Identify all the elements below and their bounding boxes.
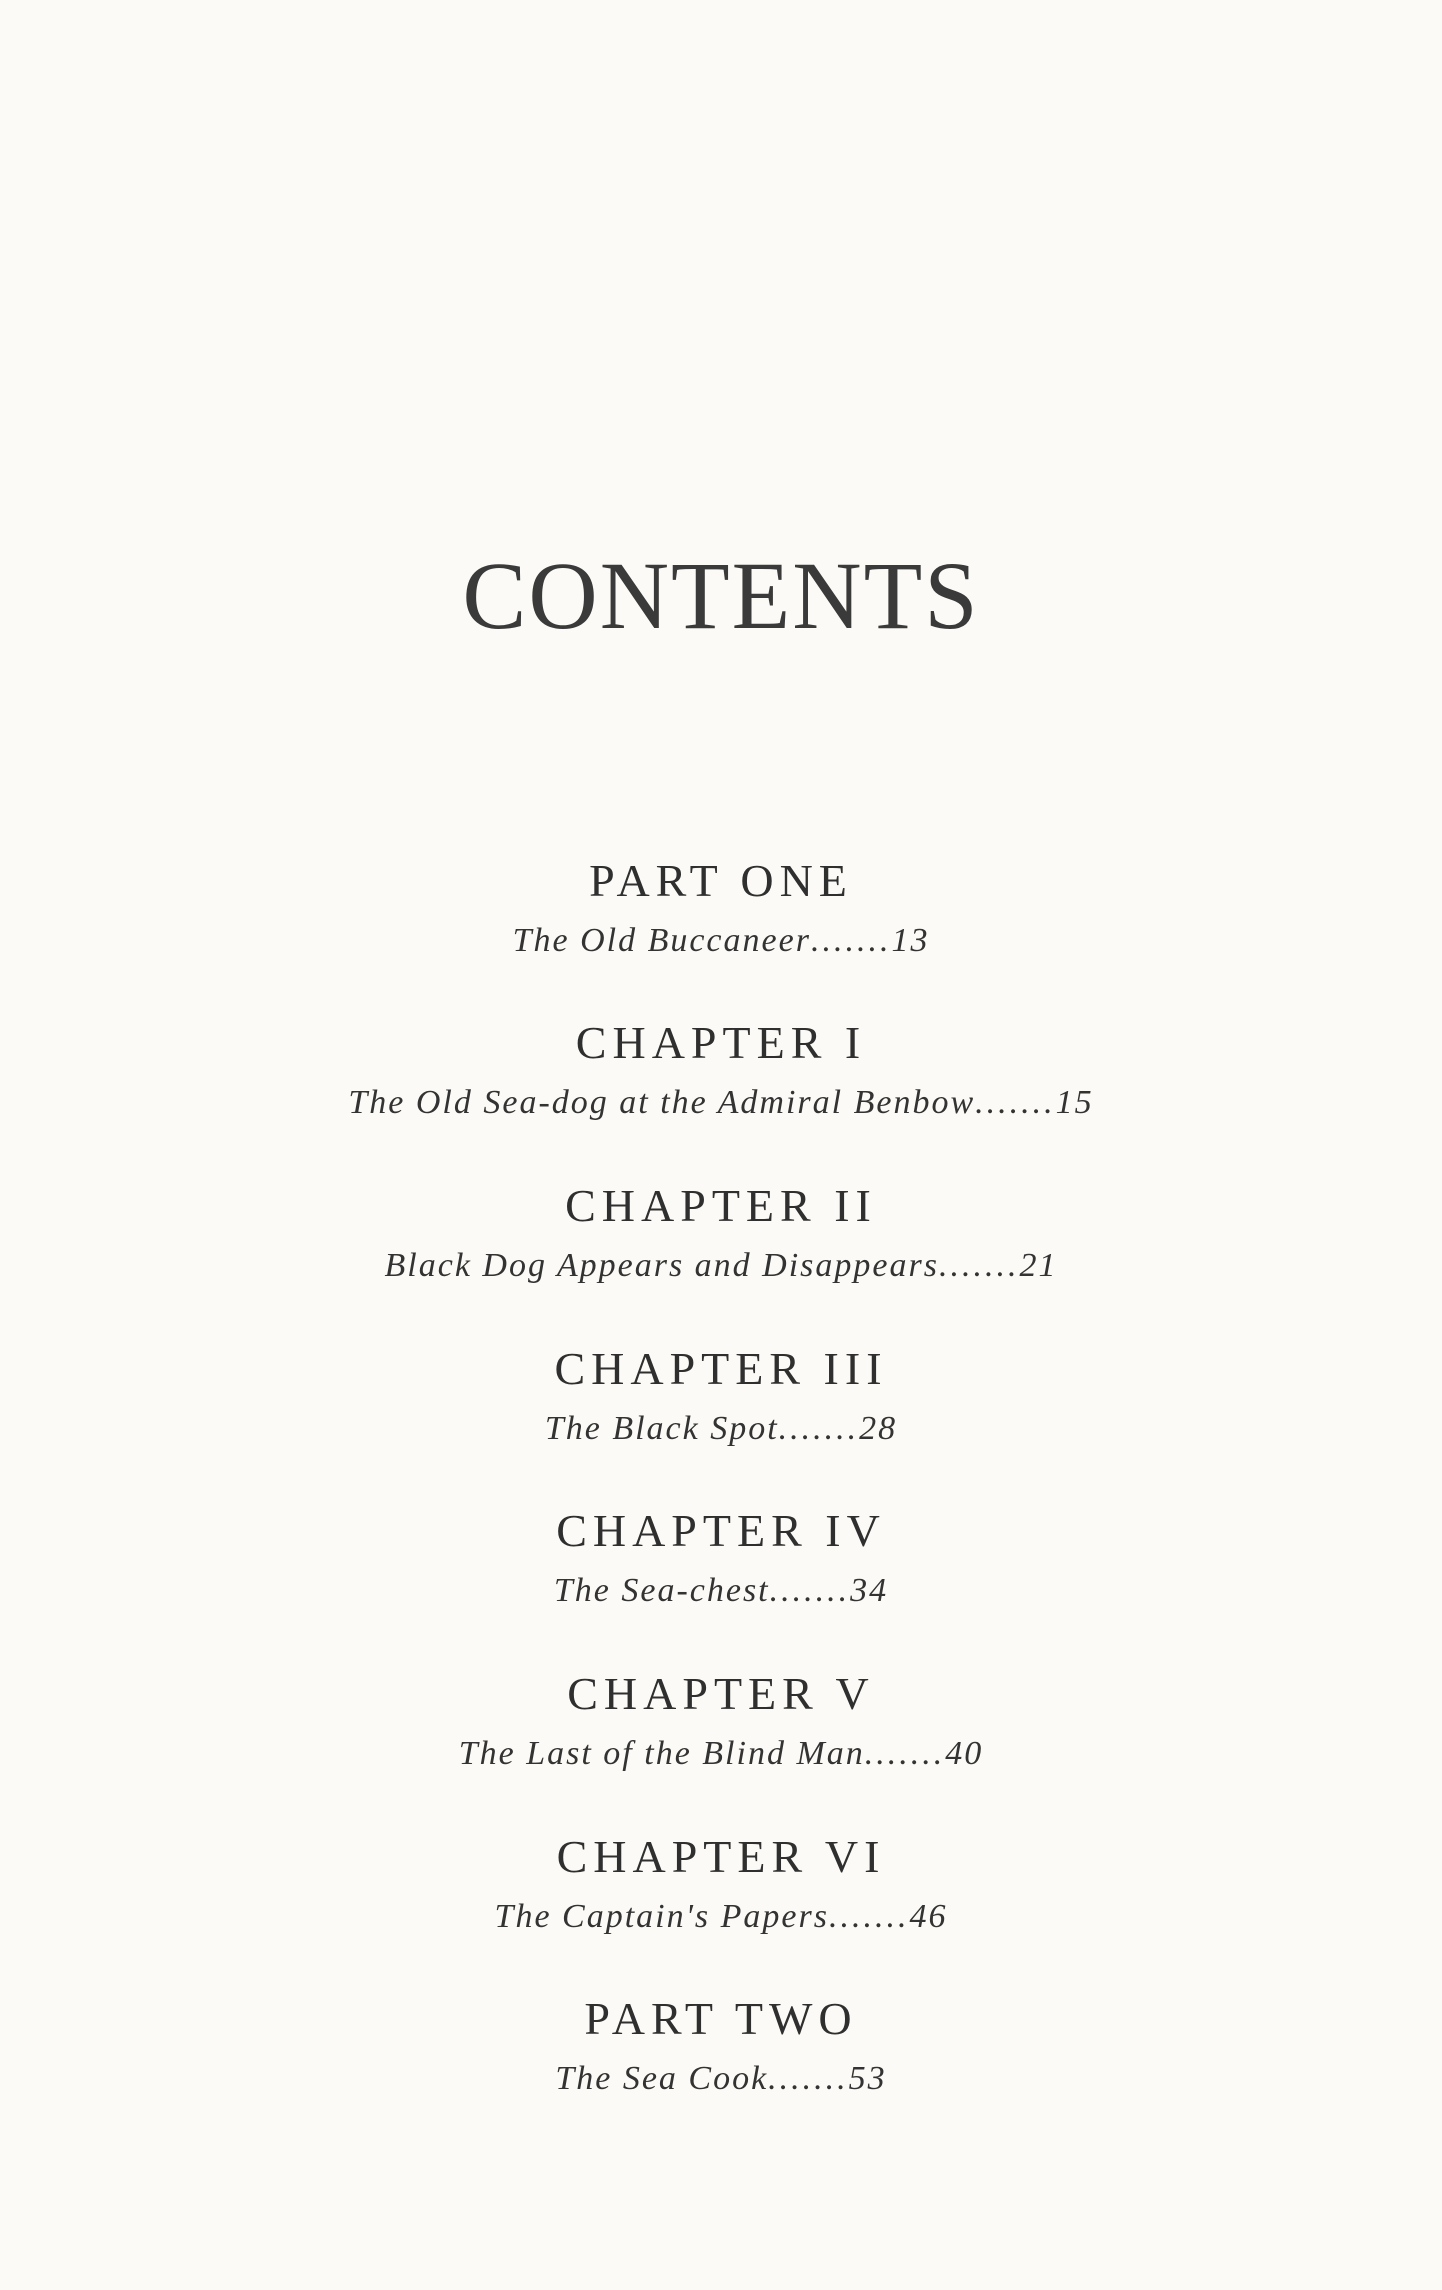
toc-subtitle: The Sea-chest [553,1572,770,1609]
toc-page-number: 40 [945,1735,984,1772]
toc-page-number: 53 [848,2060,887,2097]
toc-entry-chapter-2 [0,1180,1442,1284]
toc-leader: ....... [768,2060,849,2097]
toc-page-number: 13 [891,922,930,959]
toc-leader: ....... [938,1247,1020,1284]
toc-heading: CHAPTER I [575,1017,867,1068]
toc-subtitle: The Black Spot [544,1410,779,1447]
toc-subtitle-line [0,924,1442,958]
toc-heading: CHAPTER IV [556,1505,886,1556]
toc-heading: CHAPTER III [554,1343,888,1394]
toc-entry-chapter-1 [0,1017,1442,1121]
toc-subtitle-line [0,1086,1442,1120]
page-title: CONTENTS [462,542,980,649]
toc-subtitle: The Old Buccaneer [512,922,811,959]
toc-subtitle-line [0,1574,1442,1608]
toc-heading: PART ONE [589,855,853,906]
toc-page-number: 28 [859,1410,898,1447]
toc-entry-part-one [0,855,1442,959]
toc-leader: ....... [778,1410,860,1447]
toc-subtitle-line [0,1249,1442,1283]
toc-leader: ....... [769,1572,851,1609]
toc-subtitle-line [0,1900,1442,1934]
toc-entry-chapter-3 [0,1343,1442,1447]
toc-page-number: 34 [850,1572,889,1609]
toc-leader: ....... [810,922,892,959]
toc-entry-part-two [0,1993,1442,2097]
toc-subtitle-line [0,1737,1442,1771]
toc-heading: CHAPTER V [567,1668,875,1719]
toc-subtitle: The Last of the Blind Man [458,1735,865,1772]
toc-subtitle: The Sea Cook [555,2060,769,2097]
toc-heading: CHAPTER VI [556,1831,886,1882]
toc-leader: ....... [864,1735,946,1772]
toc-leader: ....... [975,1084,1056,1121]
toc-leader: ....... [828,1898,910,1935]
toc-page-number: 15 [1055,1084,1094,1121]
toc-subtitle: The Old Sea-dog at the Admiral Benbow [348,1084,976,1121]
toc-page-number: 21 [1019,1247,1058,1284]
toc-subtitle: Black Dog Appears and Disappears [384,1247,939,1284]
toc-page-number: 46 [909,1898,948,1935]
toc-subtitle: The Captain's Papers [494,1898,829,1935]
toc-heading: PART TWO [584,1993,858,2044]
toc-heading: CHAPTER II [565,1180,877,1231]
toc-entry-chapter-6 [0,1831,1442,1935]
toc-subtitle-line [0,2062,1442,2096]
toc-subtitle-line [0,1412,1442,1446]
toc-entry-chapter-4 [0,1505,1442,1609]
toc-entry-chapter-5 [0,1668,1442,1772]
